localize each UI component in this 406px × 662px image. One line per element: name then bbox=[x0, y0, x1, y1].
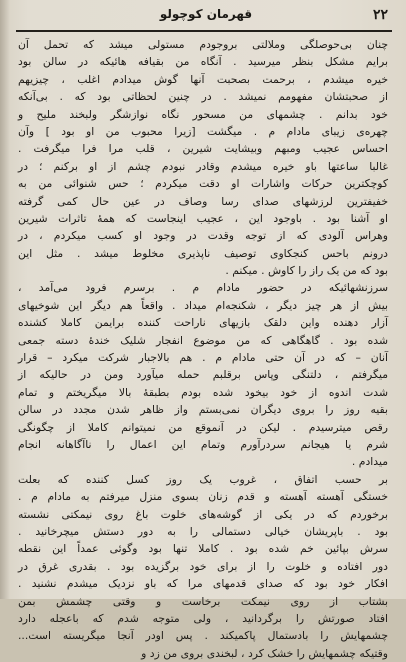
text-line: بود . باپریشان خیالی دستمالی را به دور دستش میچرخانید . bbox=[18, 524, 388, 538]
text-line: آنان – که در آن حتی مادام م . هم بالاجبار شرکت میکرد – قرار bbox=[18, 351, 388, 365]
text-line: برایم مشکل بنظر میرسید . آنگاه من بقیافه هائیکه در سالن بود bbox=[18, 55, 388, 69]
text-line: بود که من یک راز را کاوش . میکنم . bbox=[225, 264, 388, 278]
text-line: دور افتاده و خلوت را از برای خود برگزیده بود . بقدری غرق در bbox=[18, 559, 388, 573]
text-line: سرش بپائین خم شده بود . کاملا تنها بود وگوئی عمداً این نقطه bbox=[18, 542, 388, 556]
body-text bbox=[18, 36, 388, 662]
text-line: آزار دهنده واین دلقک بازیهای ناراحت کننده برایمن کاملا کشنده bbox=[18, 316, 388, 330]
text-line: شدت اندوه از خود بیخود شده بودم بطبقهٔ بالا میگریختم و تمام bbox=[18, 385, 388, 399]
paragraph bbox=[18, 279, 388, 470]
text-line: چشمهایش را بادستمال پاکمیکند . پس اودر آنجا میگریسته است... bbox=[18, 629, 388, 643]
paragraph bbox=[18, 36, 388, 279]
page-number: ۲۲ bbox=[372, 7, 388, 23]
text-line: میدادم . bbox=[351, 455, 388, 469]
text-line: غالبا ساعتها باو خیره میشدم وقادر نبودم چشم از او برکنم ؛ در bbox=[18, 159, 388, 173]
text-line: از صحبتشان مفهومم نمیشد . در چنین لحظاتی بود که . بی‌آنکه bbox=[18, 90, 388, 104]
text-line: احساس عجیب ومبهم وبیشایت شیرین ، قلب مرا فرا میگرفت . bbox=[18, 142, 388, 156]
text-line: شده بود . گاهگاهی که من موضوع انفجار شلیک خندهٔ دسته جمعی bbox=[18, 333, 388, 347]
text-line: وهراس آلودی که از توجه وقدت در وجود او کسب میکردم ، در bbox=[18, 229, 388, 243]
text-line: رقص میترسیدم . لیکن در آنموقع من نمیتوانم کاملا از چگونگی bbox=[18, 420, 388, 434]
text-line: برخوردم که در یکی از گوشه‌های خلوت باغ روی نیمکتی نشسته bbox=[18, 507, 388, 521]
text-line: وقتیکه چشمهایش را خشک کرد ، لبخندی بروی من زد و bbox=[141, 646, 388, 660]
text-line: افتاد صورتش را برگردانید ، ولی متوجه شدم که باعجله دارد bbox=[18, 611, 388, 625]
text-line: خود بدانم . چشمهای من مسحور نگاه نوازشگر ولبخند ملیح و bbox=[18, 107, 388, 121]
text-line: چنان بی‌حوصلگی وملالتی بروجودم مستولی میشد که تحمل آن bbox=[18, 38, 388, 51]
text-line: سرزنشهائیکه در حضور مادام م . برسرم فرود می‌آمد ، bbox=[18, 281, 388, 295]
running-title: قهرمان کوچولو bbox=[159, 7, 253, 21]
page-gutter-shadow bbox=[0, 0, 10, 599]
text-line: بر حسب اتفاق ، غروب یک روز کسل کننده که بعلت bbox=[18, 472, 388, 486]
text-line: بشتاب از روی نیمکت برخاست و وقتی چشمش بمن bbox=[18, 594, 388, 608]
text-line: بقیه روز را بروی دیگران نمی‌بستم واز ظاهر شدن مجدد در سالن bbox=[18, 403, 388, 417]
text-line: او آشنا بود . باوجود این ، عجیب اینجاست که همهٔ تاثرات شیرین bbox=[18, 211, 388, 225]
text-line: شرم یا هیجانم سردرآورم وتمام این اعمال را ناآگاهانه انجام bbox=[18, 437, 388, 451]
text-line: خیره میشدم ، برحمت بصحبت آنها گوش میدادم اغلب ، چیزیهم bbox=[18, 72, 388, 86]
text-line: چهره‌ی زیبای مادام م . میگشت [زیرا محبوب من او بود ] وآن bbox=[18, 124, 388, 138]
text-line: میگرفتم ، دلتنگی وپاس برقلبم حمله میآورد ومن در حالیکه از bbox=[18, 368, 388, 382]
text-line: خفیفترین لرزشهای صدای رسا وصاف در عین حال کمی گرفته bbox=[18, 194, 388, 208]
paragraph bbox=[18, 471, 388, 662]
text-line: بیش از هر چیز دیگر ، شکنجه‌ام میداد . واقعاً هم دیگر این شوخیهای bbox=[18, 298, 388, 312]
page-header bbox=[16, 3, 388, 25]
header-rule bbox=[16, 30, 392, 32]
text-line: افکار خود بود که صدای قدمهای مرا که باو نزدیک میشدم نشنید . bbox=[18, 577, 388, 591]
text-line: درونم باحس کنجکاوی توصیف ناپذیری مخلوط میشد . مثل این bbox=[18, 246, 388, 260]
text-line: کوچکترین حرکات واشارات او دقت میکردم ؛ حس شنوائی من به bbox=[18, 177, 388, 191]
text-line: خستگی آهسته آهسته و قدم زنان بسوی منزل میرفتم به مادام م . bbox=[18, 490, 388, 504]
